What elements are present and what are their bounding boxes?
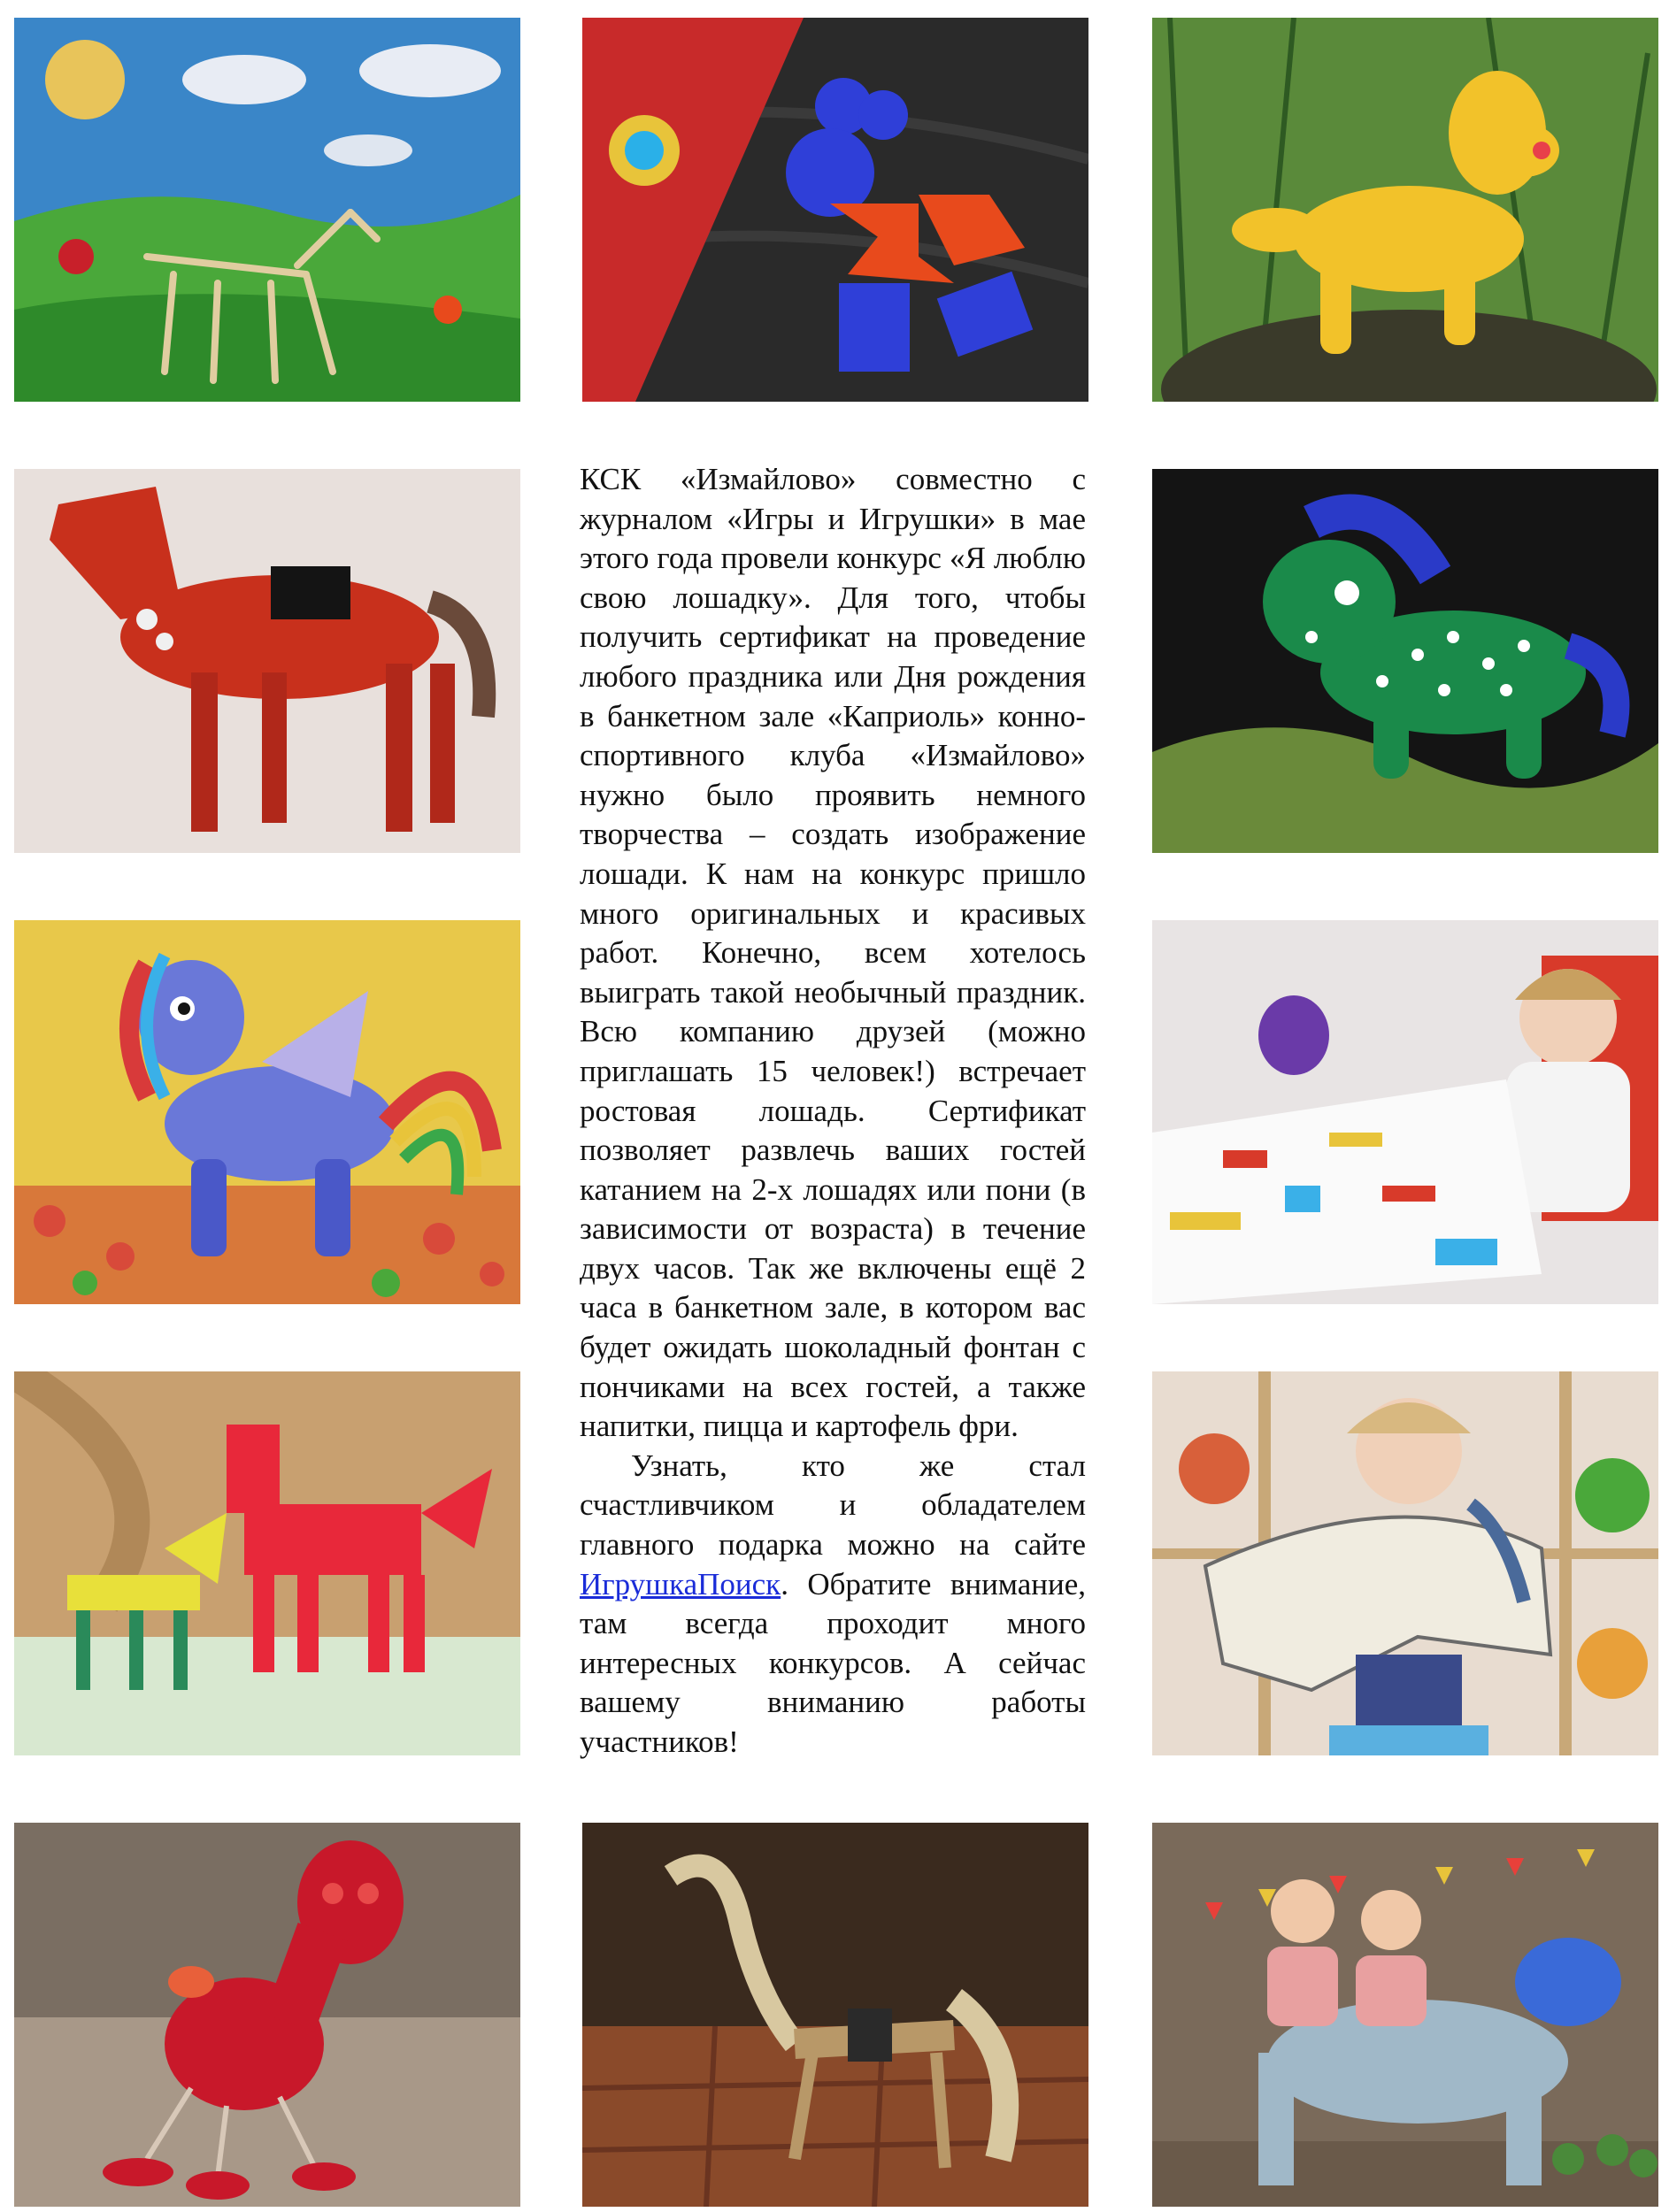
children-on-costume-horse-image bbox=[1152, 1823, 1658, 2207]
photo-girl-with-drawings bbox=[1152, 920, 1658, 1304]
girl-with-cardboard-horse-image bbox=[1152, 1371, 1658, 1755]
yellow-plasticine-horse-image bbox=[1152, 18, 1658, 402]
red-papier-mache-horse-image bbox=[14, 469, 520, 853]
green-dotted-horse-image bbox=[1152, 469, 1658, 853]
photo-children-on-costume-horse bbox=[1152, 1823, 1658, 2207]
logic-blocks-figure-image bbox=[582, 18, 1088, 402]
photo-logic-blocks-figure bbox=[582, 18, 1088, 402]
article-paragraph-2-start: Узнать, кто же стал счастливчиком и обладателем главного подарка можно на сайте bbox=[580, 1448, 1086, 1563]
article-paragraph-1: КСК «Измайлово» совместно с журналом «Игры и Игрушки» в мае этого года провели конкурс «Я люблю свою лошадку». Для того, чтобы получить сертификат на проведение любого праздника или Дня рождения в банкетном зале «Каприоль» конно-спортивного клуба «Измайлово» нужно было проявить немного творчества – создать изображение лошади. К нам на конкурс пришло много оригинальных и красивых работ. Конечно, всем хотелось выиграть такой необычный праздник. Всю компанию друзей (можно приглашать 15 человек!) встречает ростовая лошадь. Сертификат позволяет развлечь ваших гостей катанием на 2-х лошадях или пони (в зависимости от возраста) в течение двух часов. Так же включены ещё 2 часа в банкетном зале, в котором вас будет ожидать шоколадный фонтан с пончиками на всех гостей, а также напитки, пицца и картофель фри. bbox=[580, 462, 1086, 1444]
rainbow-pony-painting-image bbox=[14, 920, 520, 1304]
construction-kit-horses-image bbox=[14, 1371, 520, 1755]
article-paragraph-2 bbox=[580, 1447, 1086, 1763]
photo-rope-horse bbox=[582, 1823, 1088, 2207]
collage-sun-horse-image bbox=[14, 18, 520, 402]
article-text bbox=[580, 460, 1086, 1761]
photo-red-clay-horse bbox=[14, 1823, 520, 2207]
photo-red-papier-mache-horse bbox=[14, 469, 520, 853]
red-clay-horse-image bbox=[14, 1823, 520, 2207]
article-paragraph-2-end: . Обратите внимание, там всегда проходит много интересных конкурсов. А сейчас вашему вниманию работы участников! bbox=[580, 1566, 1086, 1759]
photo-girl-with-cardboard-horse bbox=[1152, 1371, 1658, 1755]
photo-collage-sun-horse bbox=[14, 18, 520, 402]
photo-rainbow-pony-painting bbox=[14, 920, 520, 1304]
girl-with-drawings-image bbox=[1152, 920, 1658, 1304]
rope-horse-image bbox=[582, 1823, 1088, 2207]
photo-green-dotted-horse bbox=[1152, 469, 1658, 853]
photo-yellow-plasticine-horse bbox=[1152, 18, 1658, 402]
igrushka-poisk-link[interactable]: ИгрушкаПоиск bbox=[580, 1566, 781, 1601]
photo-construction-kit-horses bbox=[14, 1371, 520, 1755]
